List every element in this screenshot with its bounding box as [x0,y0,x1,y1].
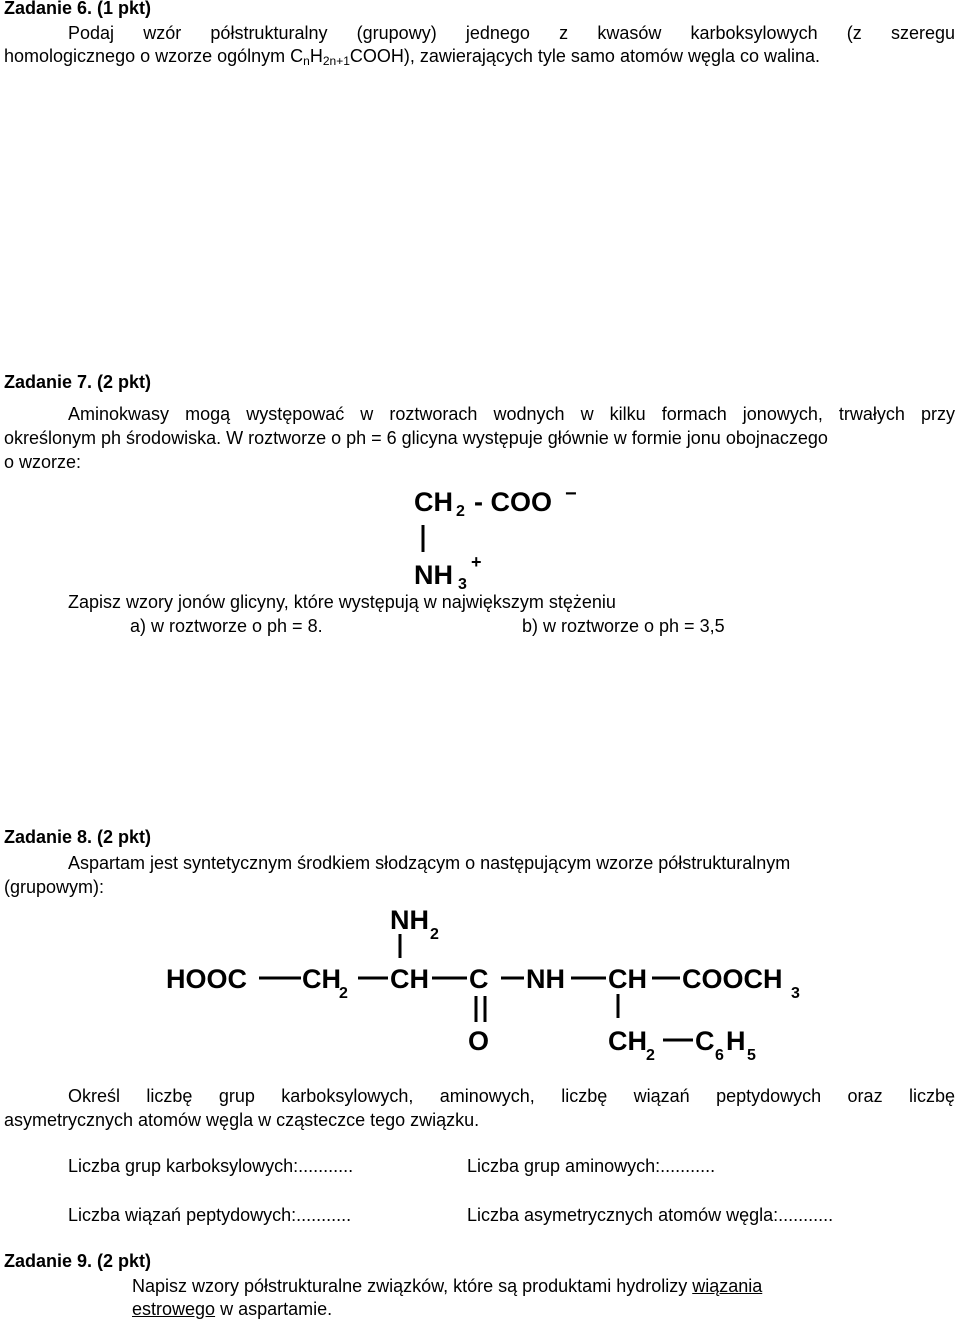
task7-line3: o wzorze: [4,452,82,472]
hooc-text: HOOC [166,964,247,994]
task7-title: Zadanie 7. (2 pkt) [4,372,152,392]
ch-subscript: 2 [456,503,465,520]
task8-line1: Aspartam jest syntetycznym środkiem słodzącym o następującym wzorze półstrukturalnym [68,853,791,873]
task7-line1: Aminokwasy mogą występować w roztworach wodnych w kilku formach jonowych, trwałych przy [68,404,955,424]
task6-text-a: homologicznego o wzorze ogólnym C [4,46,304,66]
task6-text-line2 [4,45,820,73]
minus-charge: − [565,483,577,505]
task7-option-a: a) w roztworze o ph = 8. [130,616,323,636]
task9-underlined-a: wiązania [692,1276,763,1296]
answer-carboxyl-groups: Liczba grup karboksylowych:........... [68,1156,354,1176]
task9-text-b: w aspartamie. [215,1299,333,1319]
task9-text-a: Napisz wzory półstrukturalne związków, które są produktami hydrolizy [132,1276,693,1296]
nh-text: NH [414,560,453,590]
subscript-2n1: 2n+1 [322,54,350,68]
nh2-text: NH [390,905,429,935]
ch-text: CH [414,487,453,517]
ch-text: CH [390,964,429,994]
aspartame-formula [160,900,820,1065]
task6-text-c: COOH), zawierających tyle samo atomów węgla co walina. [349,46,821,66]
task9-underlined-b: estrowego [132,1299,216,1319]
nh-subscript: 3 [458,576,467,593]
nh2-subscript: 2 [430,926,439,943]
task6-title: Zadanie 6. (1 pkt) [4,0,152,18]
coo-text: - COO [474,487,552,517]
c6h5-c-text: C [695,1026,715,1056]
c6h5-sub6: 6 [715,1047,724,1064]
nh-text: NH [526,964,565,994]
glycine-zwitterion-formula [400,478,600,593]
c6h5-h-text: H [726,1026,746,1056]
ch2-lower-subscript: 2 [646,1047,655,1064]
task8-line4: asymetrycznych atomów węgla w cząsteczce tego związku. [4,1110,480,1130]
task9-line1 [132,1275,762,1298]
subscript-n: n [303,54,310,68]
c6h5-sub5: 5 [747,1047,756,1064]
c-text: C [469,964,489,994]
ch-right-text: CH [608,964,647,994]
ch2-lower-text: CH [608,1026,647,1056]
task7-line2: określonym ph środowiska. W roztworze o ph = 6 glicyna występuje głównie w formie jonu obojnaczego [4,428,828,448]
task7-option-b: b) w roztworze o ph = 3,5 [522,616,725,636]
ch2-text: CH [302,964,341,994]
cooch3-text: COOCH [682,964,783,994]
o-text: O [468,1026,490,1056]
task7-instruction: Zapisz wzory jonów glicyny, które występują w największym stężeniu [68,592,616,612]
plus-charge: + [471,552,482,572]
answer-asymmetric-carbons: Liczba asymetrycznych atomów węgla:........... [467,1205,834,1225]
cooch3-subscript: 3 [791,985,800,1002]
answer-peptide-bonds: Liczba wiązań peptydowych:........... [68,1205,352,1225]
task8-line3: Określ liczbę grup karboksylowych, aminowych, liczbę wiązań peptydowych oraz liczbę [68,1086,955,1106]
task9-line2 [132,1298,332,1321]
ch2-subscript: 2 [339,985,348,1002]
task9-title: Zadanie 9. (2 pkt) [4,1251,152,1271]
task8-title: Zadanie 8. (2 pkt) [4,827,152,847]
answer-amino-groups: Liczba grup aminowych:........... [467,1156,716,1176]
task6-text-line1: Podaj wzór półstrukturalny (grupowy) jednego z kwasów karboksylowych (z szeregu [68,23,955,43]
task8-line2: (grupowym): [4,877,105,897]
task6-text-b: H [309,46,323,66]
